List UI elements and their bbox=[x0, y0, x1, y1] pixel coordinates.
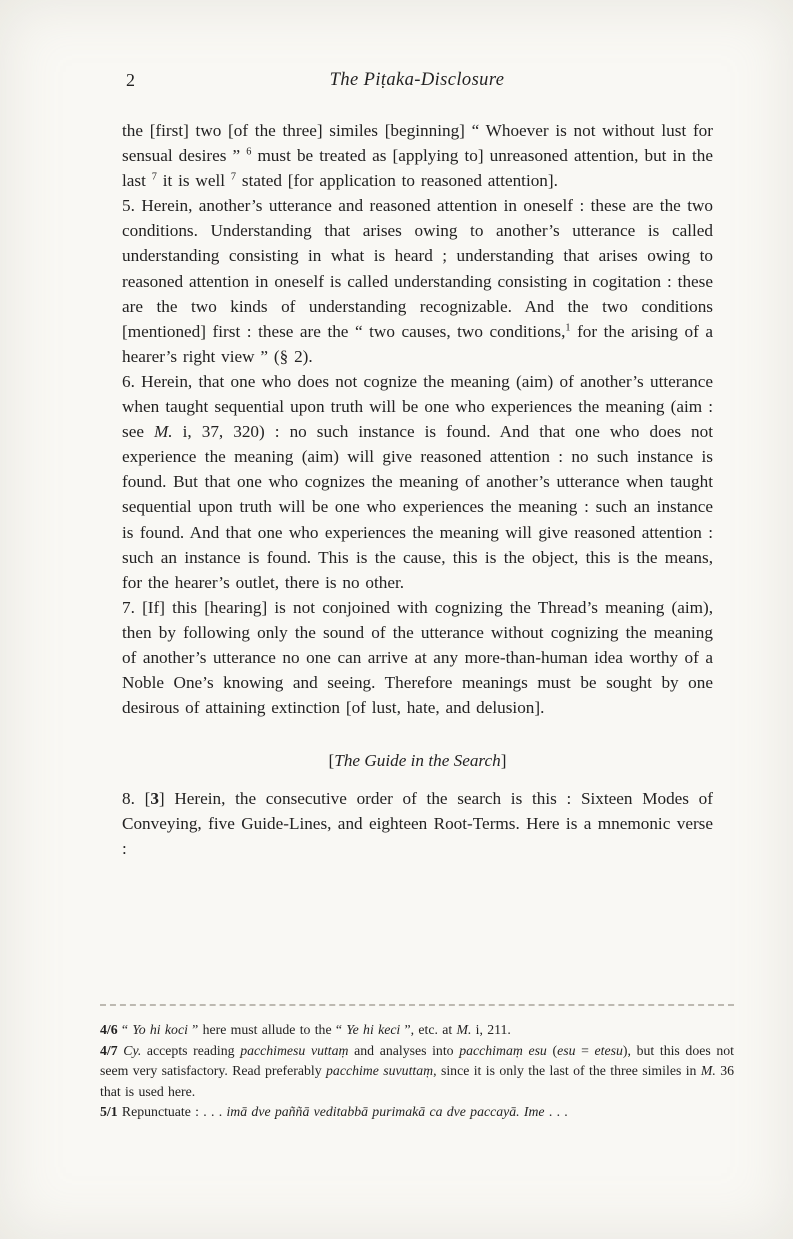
text-run: etesu bbox=[594, 1042, 623, 1058]
text-run: Ye hi keci bbox=[346, 1022, 401, 1037]
text-run: 5. Herein, another’s utterance and reasoned attention in oneself : these are the two conditions. Understanding that arises owing to another’s utterance is called understanding consisting in what is heard ; understanding that arises owing to reasoned attention in oneself is called understanding consisting in cogitation : these are the two kinds of understanding recognizable. And the two conditions [mentioned] first : these are the “ two causes, two conditions, bbox=[122, 196, 713, 341]
text-run: 1 bbox=[565, 322, 571, 334]
text-run: The Guide in the Search bbox=[334, 751, 501, 771]
footnotes-block bbox=[100, 1004, 734, 1123]
text-run: 4/7 bbox=[100, 1042, 118, 1058]
text-run: . . . bbox=[544, 1104, 568, 1120]
text-run: 5/1 bbox=[100, 1104, 118, 1120]
text-run: pacchimesu vuttaṃ bbox=[240, 1042, 349, 1058]
text-run: pacchimaṃ esu bbox=[459, 1042, 547, 1058]
text-run: = bbox=[575, 1042, 595, 1058]
text-run: 3 bbox=[150, 789, 159, 809]
text-run: imā dve paññā veditabbā purimakā ca dve paccayā. Ime bbox=[226, 1104, 545, 1120]
text-run: 6. Herein, that one who does not cognize the meaning (aim) of another’s utterance when taught sequential upon truth will be one who experiences the meaning (aim : see bbox=[122, 371, 713, 442]
footnote-4-6 bbox=[100, 1020, 734, 1041]
text-run: Yo hi koci bbox=[132, 1022, 188, 1037]
running-title: The Piṭaka-Disclosure bbox=[329, 70, 505, 90]
text-run: “ bbox=[117, 1022, 133, 1037]
text-run: 4/6 bbox=[100, 1022, 118, 1037]
text-run: Repunctuate : . . . bbox=[117, 1104, 227, 1120]
text-run: accepts reading bbox=[141, 1042, 241, 1058]
text-run: it is well bbox=[156, 171, 231, 191]
text-run: i, 37, 320) : no such instance is found. And that one who does not experience the meaning (aim) will give reasoned attention : no such instance is found. But that one who cognizes the meaning of another’s utterance when taught sequential upon truth will be one who experiences the meaning : such an instance is found. And that one who experiences the meaning will give reasoned attention : such an instance is found. This is the cause, this is the object, this is the means, for the hearer’s outlet, there is no other. bbox=[122, 422, 714, 592]
text-run: 7 bbox=[230, 171, 237, 183]
text-run: 6 bbox=[246, 146, 252, 158]
paragraph-7 bbox=[122, 595, 713, 720]
text-run: 8. [ bbox=[122, 789, 151, 809]
text-run: [ bbox=[328, 751, 335, 771]
text-run: ] bbox=[500, 751, 507, 771]
text-run: esu bbox=[557, 1042, 576, 1058]
text-run: and analyses into bbox=[348, 1042, 460, 1058]
text-run: 36 that is used here. bbox=[100, 1063, 734, 1099]
paragraph-8 bbox=[122, 786, 713, 861]
footnote-4-7 bbox=[100, 1041, 734, 1103]
text-run: i, 211. bbox=[471, 1022, 511, 1037]
text-run: M. bbox=[456, 1022, 472, 1037]
paragraph-6 bbox=[122, 369, 713, 595]
text-run: M. bbox=[153, 422, 173, 442]
section-heading bbox=[122, 748, 713, 773]
text-run: ] Herein, the consecutive order of the search is this : Sixteen Modes of Conveying, five Guide-Lines, and eighteen Root-Terms. Here is a mnemonic verse : bbox=[122, 789, 713, 859]
text-run: M. bbox=[700, 1063, 716, 1079]
paragraph-continuation bbox=[122, 118, 713, 193]
page-number: 2 bbox=[126, 70, 135, 90]
paragraph-5 bbox=[122, 193, 713, 369]
body-text-block bbox=[122, 118, 713, 862]
text-run: , since it is only the last of the three similes in bbox=[433, 1063, 701, 1079]
text-run: stated [for application to reasoned attention]. bbox=[236, 171, 558, 191]
text-run: ( bbox=[546, 1042, 558, 1058]
footnote-5-1 bbox=[100, 1102, 734, 1123]
text-run: ” here must allude to the “ bbox=[187, 1022, 347, 1037]
text-run: pacchime suvuttaṃ bbox=[326, 1063, 434, 1079]
text-run: ”, etc. at bbox=[400, 1022, 457, 1037]
text-run: 7. [If] this [hearing] is not conjoined with cognizing the Thread’s meaning (aim), then by following only the sound of the utterance without cognizing the meaning of another’s utterance no one can arrive at any more-than-human idea worthy of a Noble One’s knowing and seeing. Therefore meanings must be sought by one desirous of attaining extinction [of lust, hate, and delusion]. bbox=[122, 597, 713, 718]
text-run: 7 bbox=[151, 171, 157, 183]
text-run: Cy. bbox=[123, 1042, 142, 1058]
running-head bbox=[122, 70, 712, 94]
text-run: for the arising of a hearer’s right view ” (§ 2). bbox=[122, 321, 713, 366]
text-run: ), but this does not seem very satisfactory. Read preferably bbox=[100, 1042, 734, 1079]
footnote-separator bbox=[100, 1004, 734, 1006]
text-run: must be treated as [applying to] unreasoned attention, but in the last bbox=[122, 146, 713, 191]
text-run: the [first] two [of the three] similes [beginning] “ Whoever is not without lust for sensual desires ” bbox=[122, 121, 713, 166]
